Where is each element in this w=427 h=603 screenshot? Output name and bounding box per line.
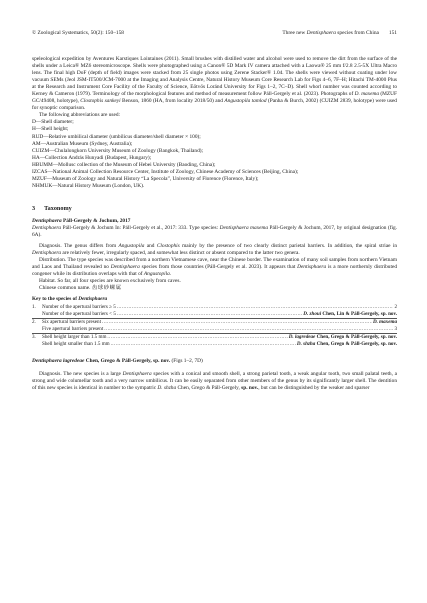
genus-author: Páll-Gergely & Jochum, 2017: [63, 217, 131, 224]
section-number: 3: [32, 204, 36, 212]
leader-dots: [117, 311, 302, 318]
key-text: Shell height smaller than 1.5 mm: [42, 340, 110, 347]
leader-dots: [111, 341, 296, 348]
key-result: D. maxema: [372, 319, 397, 326]
habitat-label: Habitat.: [39, 278, 57, 285]
key-title: [32, 296, 397, 303]
abbreviation-item: H—Shell height;: [32, 126, 69, 133]
leader-dots: [102, 319, 372, 326]
genus-diagnosis: Diagnosis. The genus differs from Angustopila and Clostophis mainly by the presence of two clearly distinct parietal barriers. In addition, the spiral striae in Dentisphaera are relatively fewer, irregularly spaced, and somewhat less distinct or absent compared to the latter two genera.: [32, 243, 398, 257]
genus-name: Dentisphaera: [32, 217, 62, 224]
key-row: [32, 311, 397, 318]
journal-citation: © Zoological Systematics, 50(2): 150–158: [32, 30, 124, 36]
species-figures: (Figs 1–2, 7D): [171, 357, 203, 364]
species-heading: [32, 358, 397, 365]
key-result: 2: [394, 304, 397, 311]
species-name: Dentisphaera lagredeae: [32, 357, 85, 364]
key-text: Five apertural barriers present: [42, 326, 104, 333]
genus-distribution: Distribution. The type species was described from a northern Vietnamese cave, near the Chinese border. The examination of many soil samples from northern Vietnam and Laos and Thailand revealed no Dentisphaera species from those countries (Páll-Gergely et al. 2023). It appears that Dentisphaera is a more northernly distributed congener while its distribution overlaps with that of Angustopila.: [32, 257, 397, 278]
abbreviation-item: NHMUK—Natural History Museum (London, UK).: [32, 182, 145, 189]
abbreviation-item: HA—Collection András Hunyadi (Budapest, Hungary);: [32, 154, 152, 161]
distribution-label: Distribution.: [39, 257, 67, 264]
key-title-prefix: Key to the species of: [32, 296, 77, 303]
species-author: Chen, Grego & Páll-Gergely, sp. nov.: [85, 357, 171, 364]
section-title: Taxonomy: [44, 204, 72, 212]
genus-citation: Dentisphaera Páll-Gergely & Jochum In: Páll-Gergely et al., 2017: 333. Type species: Dentisphaera maxema Páll-Gergely & Jochum, 2017, by original designation (fig. 6A).: [32, 224, 398, 239]
running-title-text: Three new Dentisphaera species from China: [282, 30, 379, 36]
species-diagnosis: Diagnosis. The new species is a large Dentisphaera species with a conical and smooth shell, a strong parietal tooth, a weak angular tooth, two small palatal teeth, a strong and wide columellar tooth and a very narrow umbilicus. It can be easily separated from other members of the genus by its significantly larger shell. The dentition of this new species is identical in number to the sympatric D. shzha Chen, Grego & Páll-Gergely, sp. nov., but can be distinguished by the weaker and sparser: [32, 370, 397, 392]
diagnosis-label: Diagnosis.: [39, 370, 62, 377]
abbreviation-list: [32, 112, 397, 190]
key-number: 1.: [32, 304, 36, 311]
abbreviation-item: MZUF—Museum of Zoology and Natural History “La Specola”, University of Florence (Florence, Italy);: [32, 175, 259, 182]
key-result: 3: [394, 326, 397, 333]
key-result: D. shzha Chen, Grego & Páll-Gergely, sp. nov.: [296, 340, 397, 347]
abbreviation-item: CUIZM—Chulalongkorn University Museum of Zoology (Bangkok, Thailand);: [32, 147, 204, 154]
leader-dots: [117, 304, 394, 311]
key-title-genus: Dentisphaera: [78, 296, 108, 303]
page-number: 151: [388, 30, 397, 36]
running-title: [282, 30, 397, 36]
key-text: Shell height larger than 1.5 mm: [42, 334, 107, 341]
key-row: [32, 326, 397, 333]
section-heading: [32, 205, 397, 212]
key-number: 3.: [32, 334, 36, 341]
abbreviation-item: IZCAS—National Animal Collection Resource Center, Institute of Zoology, Chinese Academy of Sciences (Beijing, China);: [32, 168, 299, 175]
abbreviation-item: RUD—Relative umbilical diameter (umbilicus diameter/shell diameter × 100);: [32, 133, 201, 140]
article-body: [32, 56, 397, 392]
key-result: D. lagredeae Chen, Grego & Páll-Gergely, sp. nov.: [288, 334, 397, 341]
abbreviation-item: D—Shell diameter;: [32, 119, 74, 126]
common-name-value: 齿球砂螺属: [91, 285, 122, 292]
key-text: Six apertural barriers present: [42, 319, 101, 326]
common-name-label: Chinese common name.: [39, 285, 91, 292]
running-header: [32, 30, 397, 40]
abbreviation-item: AM—Australian Museum (Sydney, Australia);: [32, 140, 133, 147]
leader-dots: [107, 334, 287, 341]
diagnosis-label: Diagnosis.: [39, 243, 62, 250]
abbreviation-intro: The following abbreviations are used:: [39, 112, 121, 119]
abbreviation-item: HBUMM—Mollusc collection of the Museum of Hebei University (Baoding, China);: [32, 161, 216, 168]
key-number: 2.: [32, 319, 36, 326]
species-key: [32, 304, 397, 347]
key-row: [32, 341, 397, 348]
methods-paragraph: speleological expedition by Aventures Karstiques Lointaines (2011). Small brushes with distilled water and alcohol were used to remove the dirt from the surface of the shells under a Leica® MZ6 stereomicroscope. Shells were photographed using a Canon® 5D Mark IV camera attached with a Laowa® 25 mm f/2.8 2.5-5X Ultra Macro lens. The final high DoF (depth of field) images were stacked from 25 single photos using Zerene Stacker® 1.04. The shells were viewed without coating under low vacuum SEMs (Jeol JSM-IT500/JCM-7000 at the Imaging and Analysis Centre, Natural History Museum Core Research Lab for Figs 4–6, 7F–H; Hitachi TM-4000 Plus at the Research and Instrument Core Facility of the Faculty of Science, Eötvös Loránd University for Figs 1–2, 7C–D). Shell whorl number was counted according to Kerney & Cameron (1979). Terminology of the morphological features and method of measurement follow Páll-Gergely et al. (2023). Photographs of D. maxema (MZUF GC/49408, holotype), Clostophis sankeyi Benson, 1860 (HA, from locality 2018/50) and Angustopila tamlod (Panha & Burch, 2002) (CUIZM 2839, holotype) were used for synoptic comparison.: [32, 56, 397, 112]
key-text: Number of the apertural barriers < 5: [42, 311, 116, 318]
key-row: [32, 334, 397, 341]
habitat-text: So far, all four species are known exclusively from caves.: [57, 278, 181, 285]
genus-heading: [32, 218, 397, 225]
genus-common-name: [32, 285, 397, 292]
key-row: [32, 319, 397, 326]
key-text: Number of the apertural barriers ≥ 5: [42, 304, 116, 311]
key-result: D. zhoui Chen, Lin & Páll-Gergely, sp. nov.: [303, 311, 397, 318]
leader-dots: [104, 326, 393, 333]
